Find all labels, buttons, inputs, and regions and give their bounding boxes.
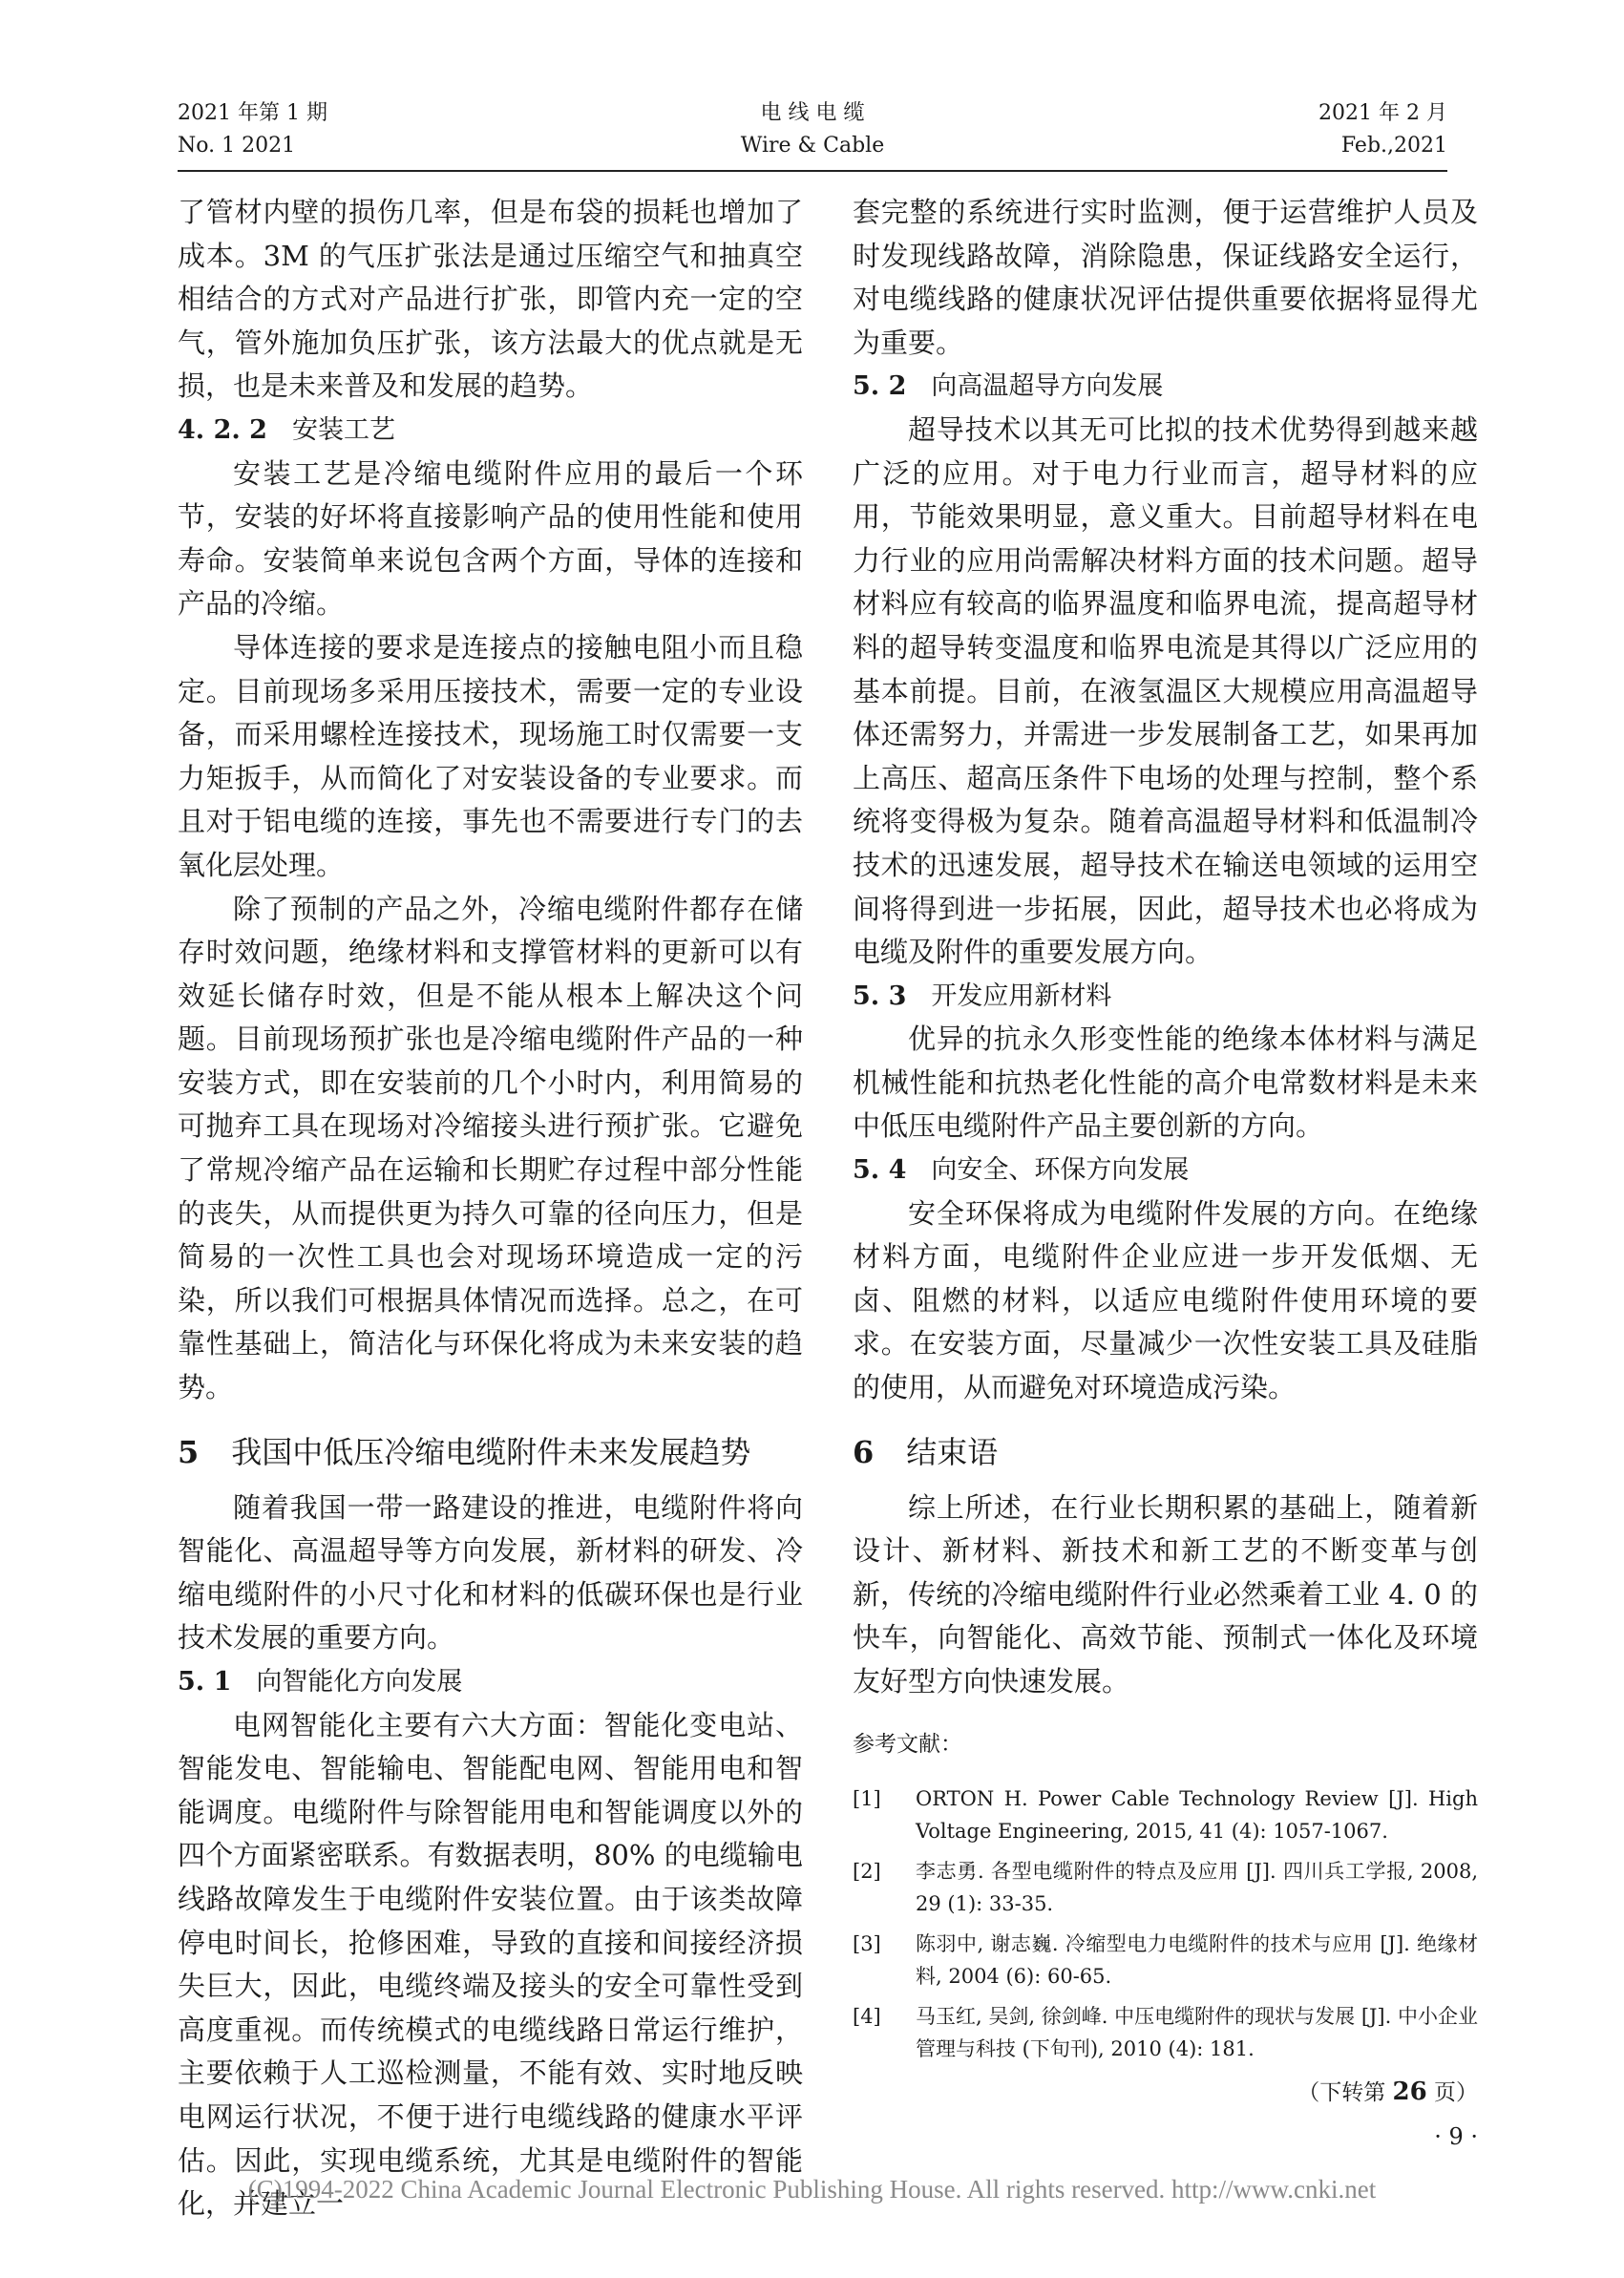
heading-number: 4. 2. 2 [178,414,267,445]
reference-item [853,2000,1478,2065]
subsection-heading-5-4 [853,1149,1478,1192]
subsection-heading-4-2-2 [178,409,803,453]
header-journal-cn: 电 线 电 缆 [760,101,865,125]
section-heading-5 [178,1427,803,1477]
paragraph: 导体连接的要求是连接点的接触电阻小而且稳定。目前现场多采用压接技术，需要一定的专业设备，而采用螺栓连接技术，现场施工时仅需要一支力矩扳手，从而简化了对安装设备的专业要求。而且对于铝电缆的连接，事先也不需要进行专门的去氧化层处理。 [178,630,803,881]
page-number: · 9 · [1434,2122,1478,2150]
heading-title: 开发应用新材料 [931,981,1112,1011]
reference-text: 李志勇. 各型电缆附件的特点及应用 [J]. 四川兵工学报, 2008, 29 (1): 33-35. [916,1859,1478,1915]
paragraph: 套完整的系统进行实时监测，便于运营维护人员及时发现线路故障，消除隐患，保证线路安全运行，对电缆线路的健康状况评估提供重要依据将显得尤为重要。 [853,196,1478,359]
subsection-heading-5-1 [178,1660,803,1704]
heading-number: 5. 3 [853,981,907,1011]
reference-item [853,1855,1478,1920]
reference-text: ORTON H. Power Cable Technology Review [J]. High Voltage Engineering, 2015, 41 (4): 1057-1067. [916,1786,1478,1843]
reference-text: 陈羽中, 谢志巍. 冷缩型电力电缆附件的技术与应用 [J]. 绝缘材料, 2004 (6): 60-65. [916,1931,1478,1988]
left-column [178,191,803,2226]
reference-number: [2] [853,1859,881,1883]
heading-title: 向安全、环保方向发展 [931,1155,1190,1186]
header-issue-en: No. 1 2021 [178,134,296,158]
paragraph: 优异的抗永久形变性能的绝缘本体材料与满足机械性能和抗热老化性能的高介电常数材料是未来中低压电缆附件产品主要创新的方向。 [853,1023,1478,1143]
reference-number: [1] [853,1786,881,1810]
header-date [1318,97,1447,162]
heading-number: 5. 1 [178,1667,232,1697]
paragraph: 安装工艺是冷缩电缆附件应用的最后一个环节，安装的好坏将直接影响产品的使用性能和使用寿命。安装简单来说包含两个方面，导体的连接和产品的冷缩。 [178,456,803,621]
subsection-heading-5-2 [853,365,1478,409]
references-list [853,1782,1478,2065]
paragraph: 综上所述，在行业长期积累的基础上，随着新设计、新材料、新技术和新工艺的不断变革与创新，传统的冷缩电缆附件行业必然乘着工业 4. 0 的快车，向智能化、高效节能、预制式一体化及环境友好型方向快速发展。 [853,1490,1478,1698]
reference-item [853,1928,1478,1993]
heading-title: 安装工艺 [291,414,395,445]
continued-suffix: 页） [1434,2079,1478,2105]
header-date-cn: 2021 年 2 月 [1318,101,1447,125]
running-header [178,97,1447,172]
header-journal [178,97,1447,162]
heading-title: 向智能化方向发展 [256,1667,463,1697]
reference-item [853,1782,1478,1847]
section-heading-6 [853,1427,1478,1477]
reference-number: [3] [853,1931,881,1955]
subsection-heading-5-3 [853,975,1478,1019]
references-title: 参考文献： [853,1731,962,1757]
header-journal-en: Wire & Cable [740,134,885,158]
paragraph: 除了预制的产品之外，冷缩电缆附件都存在储存时效问题，绝缘材料和支撑管材料的更新可以有效延长储存时效，但是不能从根本上解决这个问题。目前现场预扩张也是冷缩电缆附件产品的一种安装方式，即在安装前的几个小时内，利用简易的可抛弃工具在现场对冷缩接头进行预扩张。它避免了常规冷缩产品在运输和长期贮存过程中部分性能的丧失，从而提供更为持久可靠的径向压力，但是简易的一次性工具也会对现场环境造成一定的污染，所以我们可根据具体情况而选择。总之，在可靠性基础上，简洁化与环保化将成为未来安装的趋势。 [178,892,803,1404]
paragraph: 超导技术以其无可比拟的技术优势得到越来越广泛的应用。对于电力行业而言，超导材料的应用，节能效果明显，意义重大。目前超导材料在电力行业的应用尚需解决材料方面的技术问题。超导材料应有较高的临界温度和临界电流，提高超导材料的超导转变温度和临界电流是其得以广泛应用的基本前提。目前，在液氢温区大规模应用高温超导体还需努力，并需进一步发展制备工艺，如果再加上高压、超高压条件下电场的处理与控制，整个系统将变得极为复杂。随着高温超导材料和低温制冷技术的迅速发展，超导技术在输送电领域的运用空间将得到进一步拓展，因此，超导技术也必将成为电缆及附件的重要发展方向。 [853,412,1478,969]
paragraph: 电网智能化主要有六大方面：智能化变电站、智能发电、智能输电、智能配电网、智能用电和智能调度。电缆附件与除智能用电和智能调度以外的四个方面紧密联系。有数据表明，80% 的电缆输电线路故障发生于电缆附件安装位置。由于该类故障停电时间长，抢修困难，导致的直接和间接经济损失巨大，因此，电缆终端及接头的安全可靠性受到高度重视。而传统模式的电缆线路日常运行维护，主要依赖于人工巡检测量，不能有效、实时地反映电网运行状况，不便于进行电缆线路的健康水平评估。因此，实现电缆系统，尤其是电缆附件的智能化，并建立一 [178,1708,803,2221]
continued-prefix: （下转第 [1297,2079,1386,2105]
paragraph: 随着我国一带一路建设的推进，电缆附件将向智能化、高温超导等方向发展，新材料的研发、冷缩电缆附件的小尺寸化和材料的低碳环保也是行业技术发展的重要方向。 [178,1490,803,1655]
header-date-en: Feb.,2021 [1340,134,1447,158]
heading-number: 5. 2 [853,371,907,402]
heading-title: 我国中低压冷缩电缆附件未来发展趋势 [231,1433,751,1470]
heading-number: 5. 4 [853,1155,907,1186]
heading-title: 结束语 [906,1433,999,1470]
header-issue-cn: 2021 年第 1 期 [178,101,327,125]
reference-number: [4] [853,2004,881,2028]
paragraph: 了管材内壁的损伤几率，但是布袋的损耗也增加了成本。3M 的气压扩张法是通过压缩空气和抽真空相结合的方式对产品进行扩张，即管内充一定的空气，管外施加负压扩张，该方法最大的优点就是无损，也是未来普及和发展的趋势。 [178,196,803,403]
heading-title: 向高温超导方向发展 [931,371,1164,402]
paragraph: 安全环保将成为电缆附件发展的方向。在绝缘材料方面，电缆附件企业应进一步开发低烟、无卤、阻燃的材料，以适应电缆附件使用环境的要求。在安装方面，尽量减少一次性安装工具及硅脂的使用，从而避免对环境造成污染。 [853,1196,1478,1404]
right-column [853,191,1478,2156]
copyright-footer: (C)1994-2022 China Academic Journal Electronic Publishing House. All rights reserved. http://www.cnki.net [247,2175,1377,2204]
reference-text: 马玉红, 吴剑, 徐剑峰. 中压电缆附件的现状与发展 [J]. 中小企业管理与科技 (下旬刊), 2010 (4): 181. [916,2004,1478,2060]
continued-page: 26 [1392,2077,1427,2106]
continued-note [853,2073,1478,2112]
heading-number: 5 [178,1433,200,1470]
heading-number: 6 [853,1433,875,1470]
